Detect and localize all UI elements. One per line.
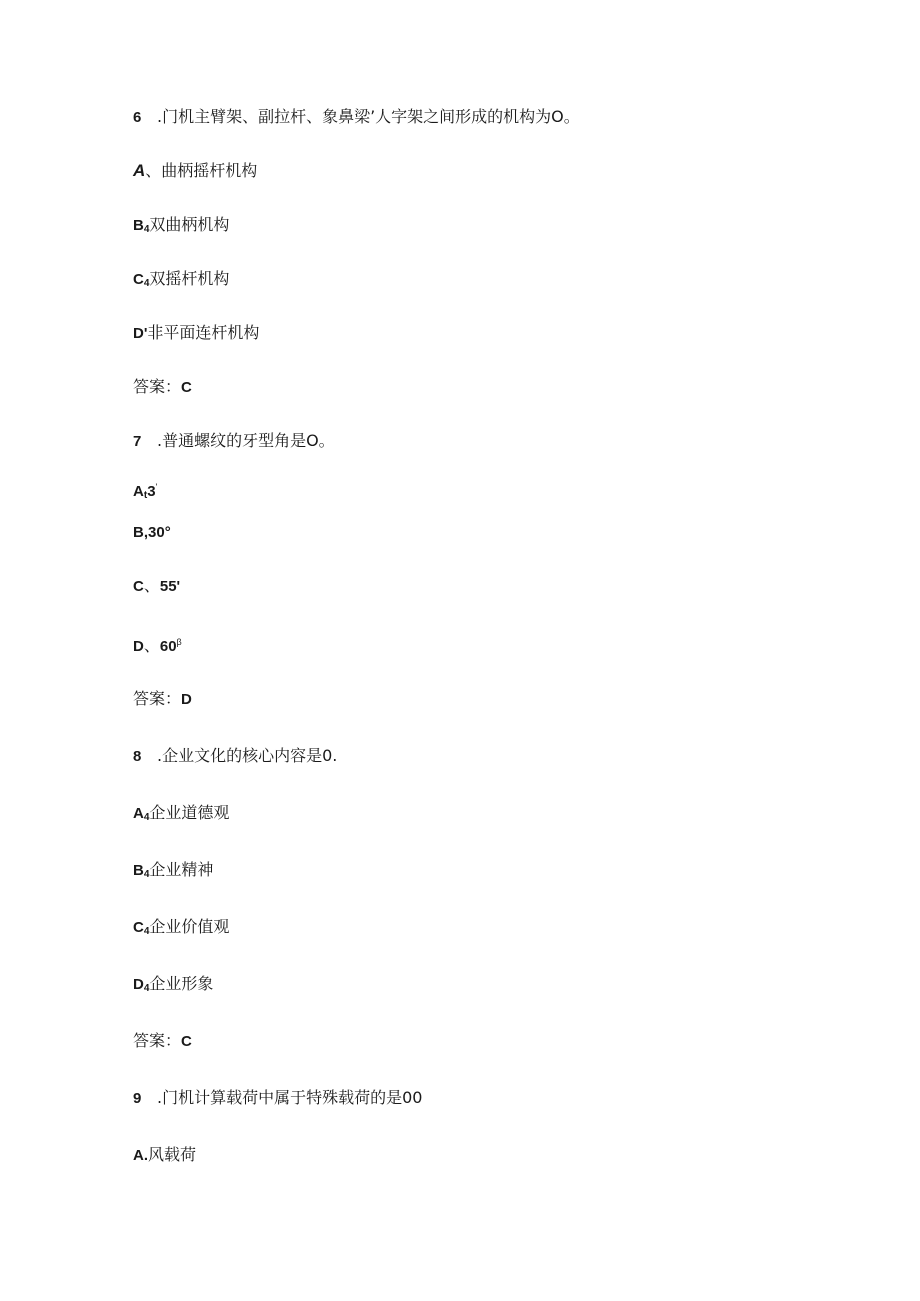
option-separator: , [143, 524, 149, 541]
question-number: 9 [133, 1090, 142, 1107]
option-text: 风载荷 [148, 1145, 197, 1164]
question-text: .企业文化的核心内容是0. [157, 746, 338, 765]
question-7-option-a [133, 477, 157, 506]
question-7-stem [133, 431, 335, 452]
option-separator: 、 [143, 636, 160, 655]
option-separator: 4 [143, 812, 150, 823]
option-separator: ' [143, 325, 148, 342]
option-text: 3 [147, 483, 156, 500]
option-letter: A [133, 483, 144, 500]
option-separator: 4 [143, 278, 150, 289]
question-6-option-c [133, 269, 229, 294]
question-6-option-b [133, 215, 229, 240]
option-text: 企业价值观 [149, 917, 230, 936]
option-separator: 4 [143, 869, 150, 880]
question-7-answer [133, 689, 192, 710]
option-separator: . [143, 1147, 149, 1164]
option-letter: B [133, 862, 144, 879]
option-text: 双曲柄机构 [149, 215, 230, 234]
option-separator: 、 [143, 576, 160, 595]
option-letter: B [133, 217, 144, 234]
question-7-option-b [133, 522, 171, 543]
question-9-stem [133, 1088, 422, 1109]
option-letter: C [133, 578, 144, 595]
option-letter: D [133, 638, 144, 655]
answer-label: 答案： [133, 689, 182, 708]
answer-label: 答案： [133, 377, 182, 396]
option-tail: ' [155, 482, 158, 492]
option-tail: β [176, 637, 182, 647]
question-9-option-a [133, 1145, 196, 1166]
question-8-option-c [133, 917, 229, 942]
option-letter: A [133, 161, 146, 180]
question-number: 8 [133, 748, 142, 765]
option-text: 双摇杆机构 [149, 269, 230, 288]
answer-value: C [181, 1033, 192, 1050]
option-separator: 4 [143, 926, 150, 937]
option-separator: 、 [145, 161, 162, 180]
question-text: .门机主臂架、副拉杆、象鼻梁’人字架之间形成的机构为O。 [157, 107, 580, 126]
option-letter: B [133, 524, 144, 541]
option-text: 30° [148, 524, 171, 541]
answer-label: 答案： [133, 1031, 182, 1050]
question-6-stem [133, 107, 580, 128]
question-8-answer [133, 1031, 192, 1052]
option-text: 曲柄摇杆机构 [161, 161, 258, 180]
option-separator: 4 [143, 224, 150, 235]
answer-value: D [181, 691, 192, 708]
answer-value: C [181, 379, 192, 396]
option-letter: C [133, 919, 144, 936]
option-text: 非平面连杆机构 [147, 323, 260, 342]
question-number: 7 [133, 433, 142, 450]
option-letter: A [133, 1147, 144, 1164]
question-7-option-d [133, 632, 182, 657]
option-separator: t [143, 490, 148, 501]
option-letter: A [133, 805, 144, 822]
option-text: 企业精神 [149, 860, 214, 879]
option-text: 55' [159, 578, 181, 595]
question-text: .普通螺纹的牙型角是O。 [157, 431, 335, 450]
question-6-answer [133, 377, 192, 398]
option-letter: C [133, 271, 144, 288]
option-text: 企业道德观 [149, 803, 230, 822]
question-6-option-a [133, 161, 257, 181]
question-7-option-c [133, 576, 180, 597]
option-separator: 4 [143, 983, 150, 994]
question-text: .门机计算载荷中属于特殊载荷的是00 [157, 1088, 423, 1107]
question-8-option-a [133, 803, 229, 828]
question-number: 6 [133, 109, 142, 126]
question-8-option-b [133, 860, 213, 885]
option-text: 企业形象 [149, 974, 214, 993]
option-letter: D [133, 976, 144, 993]
question-8-stem [133, 746, 337, 767]
question-8-option-d [133, 974, 213, 999]
option-text: 60 [159, 638, 177, 655]
question-6-option-d [133, 323, 259, 344]
option-letter: D [133, 325, 144, 342]
